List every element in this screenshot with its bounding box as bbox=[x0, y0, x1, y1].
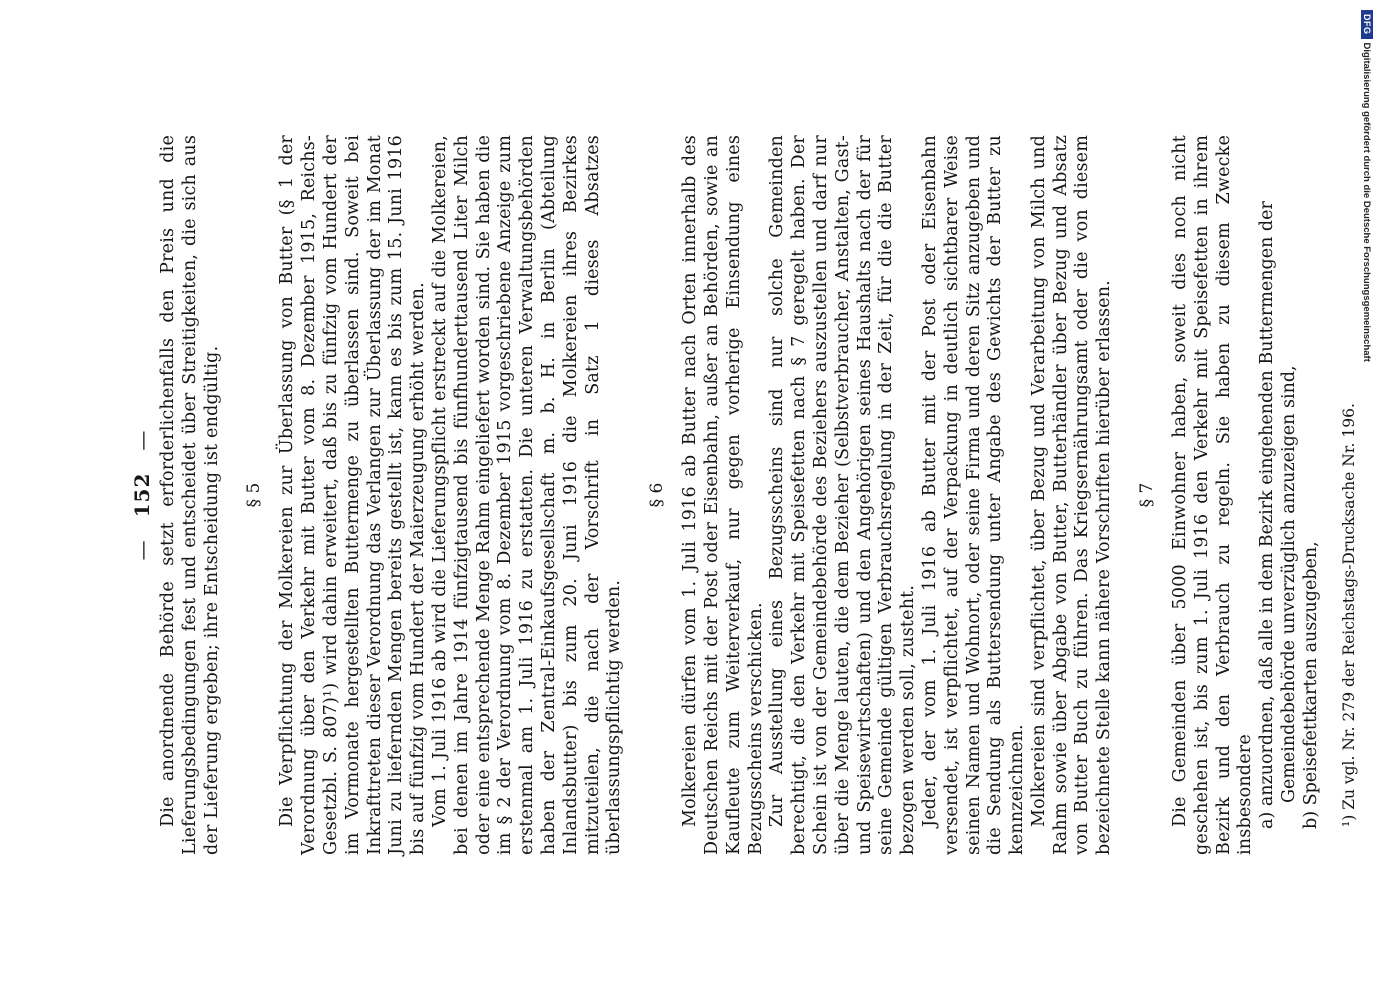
dfg-logo: DFG bbox=[1361, 10, 1373, 39]
rotated-document-page bbox=[130, 135, 1358, 855]
digitization-credit-text: Digitalisierung gefördert durch die Deutsche Forschungsgemeinschaft bbox=[1361, 42, 1372, 362]
digitization-credit bbox=[1361, 10, 1373, 362]
section-6-paragraph-1: Molkereien dürfen vom 1. Juli 1916 ab Butter nach Orten innerhalb des Deutschen Reichs mit der Post oder Eisenbahn, außer an Behörden, sowie an Kaufleute zum Weiterverkauf, nur gegen vorherige Einsendung eines Bezugsscheins verschicken. bbox=[680, 135, 766, 855]
section-7-item-a: a) anzuordnen, daß alle in dem Bezirk eingehenden Buttermengen der Gemeindebehörde unverzüglich anzuzeigen sind, bbox=[1257, 201, 1300, 829]
header-dash-left: — bbox=[130, 539, 154, 561]
section-5-heading: § 5 bbox=[244, 482, 265, 508]
section-6-paragraph-3: Jeder, der vom 1. Juli 1916 ab Butter mit der Post oder Eisenbahn versendet, ist verpflichtet, auf der Verpackung in deutlich sichtbarer Weise seinen Namen und Wohnort, oder seine Firma und deren Sitz anzugeben und die Sendung als Buttersendung unter Angabe des Gewichts der Butter zu kennzeichnen. bbox=[919, 135, 1028, 855]
header-dash-right: — bbox=[130, 429, 154, 451]
section-7-item-b: b) Speisefettkarten auszugeben, bbox=[1300, 541, 1321, 829]
section-7-heading: § 7 bbox=[1137, 482, 1158, 508]
section-6-paragraph-4: Molkereien sind verpflichtet, über Bezug und Verarbeitung von Milch und Rahm sowie über Abgabe von Butter, Butterhändler über Bezug und Absatz von Butter Buch zu führen. Das Kriegsernährungsamt oder die von diesem bezeichnete Stelle kann nähere Vorschriften hierüber erlassen. bbox=[1028, 135, 1115, 855]
section-6-heading: § 6 bbox=[647, 482, 668, 508]
intro-paragraph: Die anordnende Behörde setzt erforderlichenfalls den Preis und die Lieferungsbedingungen fest und entscheidet über Streitigkeiten, die sich aus der Lieferung ergeben; ihre Entscheidung ist endgültig. bbox=[158, 135, 222, 855]
footnote: ¹) Zu vgl. Nr. 279 der Reichstags-Drucksache Nr. 196. bbox=[1339, 403, 1358, 827]
document-body bbox=[158, 135, 1359, 855]
page-header bbox=[130, 135, 154, 855]
page-number: 152 bbox=[130, 472, 154, 518]
section-5-paragraph-2: Vom 1. Juli 1916 ab wird die Lieferungspflicht erstreckt auf die Molkereien, bei denen im Jahre 1914 fünfzigtausend bis fünfhunderttausend Liter Milch oder eine entsprechende Menge Rahm eingeliefert worden sind. Sie haben die im § 2 der Verordnung vom 8. Dezember 1915 vorgeschriebene Anzeige zum erstenmal am 1. Juli 1916 zu erstatten. Die unteren Verwaltungsbehörden haben der Zentral-Einkaufsgesellschaft m. b. H. in Berlin (Abteilung Inlandsbutter) bis zum 20. Juni 1916 die Molkereien ihres Bezirkes mitzuteilen, die nach der Vorschrift in Satz 1 dieses Absatzes überlassungspflichtig werden. bbox=[429, 135, 625, 855]
section-7-paragraph-1: Die Gemeinden über 5000 Einwohner haben, soweit dies noch nicht geschehen ist, bis zum 1. Juli 1916 den Verkehr mit Speisefetten in ihrem Bezirk und den Verbrauch zu regeln. Sie haben zu diesem Zwecke insbesondere bbox=[1170, 135, 1256, 855]
section-6-paragraph-2: Zur Ausstellung eines Bezugsscheins sind nur solche Gemeinden berechtigt, die den Verkehr mit Speisefetten nach § 7 geregelt haben. Der Schein ist von der Gemeindebehörde des Beziehers auszustellen und darf nur über die Menge lauten, die dem Bezieher (Selbstverbraucher, Anstalten, Gast- und Speisewirtschaften) und den Angehörigen seines Haushalts nach der für seine Gemeinde gültigen Verbrauchsregelung in der Zeit, für die die Butter bezogen werden soll, zusteht. bbox=[767, 135, 919, 855]
section-5-paragraph-1: Die Verpflichtung der Molkereien zur Überlassung von Butter (§ 1 der Verordnung über den Verkehr mit Butter vom 8. Dezember 1915, Reichs-Gesetzbl. S. 807)¹) wird dahin erweitert, daß bis zu fünfzig vom Hundert der im Vormonate hergestellten Buttermenge zu überlassen sind. Soweit bei Inkrafttreten dieser Verordnung das Verlangen zur Überlassung der im Monat Juni zu liefernden Mengen bereits gestellt ist, kann es bis zum 15. Juni 1916 bis auf fünfzig vom Hundert der Maierzeugung erhöht werden. bbox=[277, 135, 429, 855]
